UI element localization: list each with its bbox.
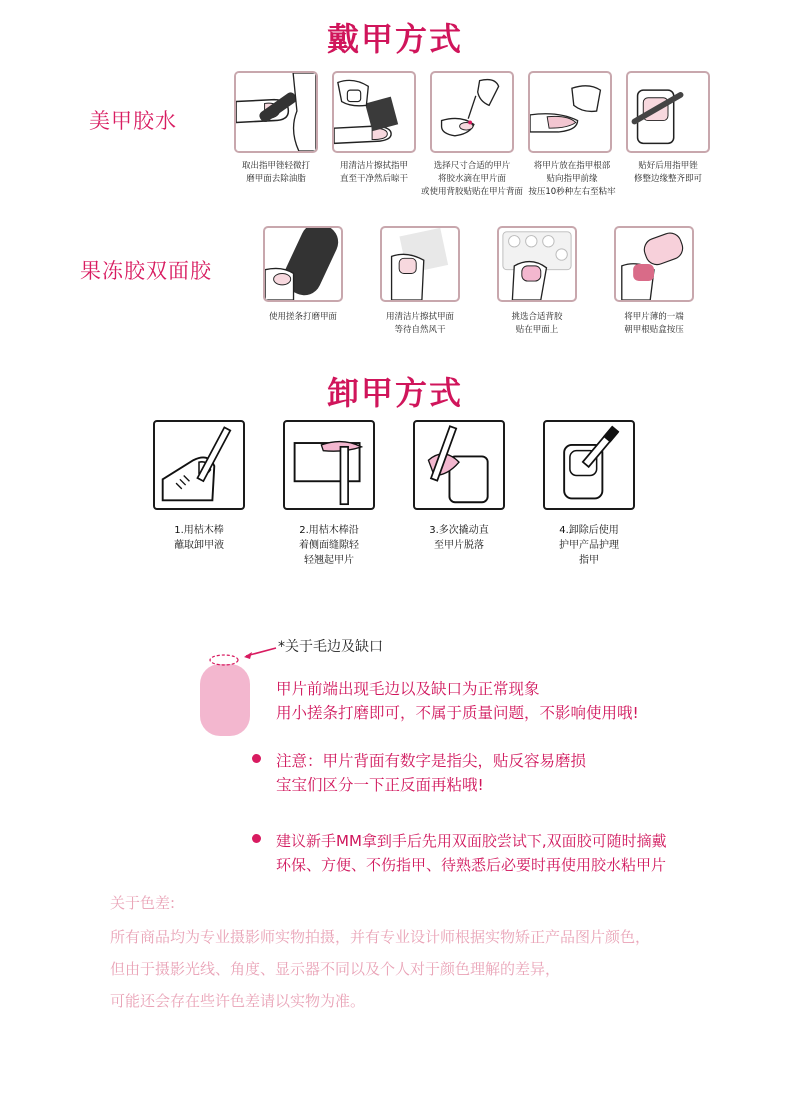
color-diff-heading: 关于色差:	[110, 894, 176, 912]
remove-step-3-image	[413, 420, 505, 510]
remove-title: 卸甲方式	[326, 374, 463, 412]
glue-step-3-image	[430, 71, 514, 153]
glue-step-4-image	[528, 71, 612, 153]
glue-step-5-image	[626, 71, 710, 153]
remove-step-3-caption: 3.多次撬动直 至甲片脱落	[429, 525, 489, 551]
remove-step-4-caption: 4.卸除后使用 护甲产品护理 指甲	[559, 525, 619, 566]
pink-nail-illustration	[198, 640, 288, 740]
remove-step-2-caption: 2.用桔木棒沿 着侧面缝隙轻 轻翘起甲片	[299, 525, 359, 566]
glue-step-1-caption: 取出指甲锉轻微打 磨甲面去除油脂	[241, 161, 310, 184]
color-diff-line-2: 但由于摄影光线、角度、显示器不同以及个人对于颜色理解的差异，	[110, 960, 561, 978]
wear-title: 戴甲方式	[326, 20, 463, 58]
jelly-step-2-image	[380, 226, 460, 302]
color-diff-line-3: 可能还会存在些许色差请以实物为准。	[110, 992, 366, 1010]
glue-step-4-caption: 将甲片放在指甲根部 贴向指甲前缘 按压10秒种左右至粘牢	[528, 161, 616, 197]
glue-step-2-image	[332, 71, 416, 153]
jelly-step-4-caption: 将甲片薄的一端 朝甲根贴盒按压	[624, 312, 684, 335]
burr-label: *关于毛边及缺口	[278, 639, 383, 655]
jelly-step-2-caption: 用清洁片擦拭甲面 等待自然风干	[385, 312, 454, 335]
burr-text: 甲片前端出现毛边以及缺口为正常现象 用小搓条打磨即可，不属于质量问题，不影响使用哦!	[276, 680, 639, 722]
jelly-step-3-caption: 挑选合适背胶 贴在甲面上	[511, 312, 563, 335]
jelly-step-4-image	[614, 226, 694, 302]
glue-step-3-caption: 选择尺寸合适的甲片 将胶水滴在甲片面 或使用背胶贴贴在甲片背面	[420, 161, 523, 197]
method-glue-label: 美甲胶水	[89, 109, 177, 133]
note-2-bullet	[252, 834, 261, 843]
remove-step-4-image	[543, 420, 635, 510]
remove-step-2-image	[283, 420, 375, 510]
method-jelly-label: 果冻胶双面胶	[80, 259, 212, 283]
jelly-step-3-image	[497, 226, 577, 302]
glue-step-1-image	[234, 71, 318, 153]
jelly-step-1-image	[263, 226, 343, 302]
remove-step-1-image	[153, 420, 245, 510]
glue-step-2-caption: 用清洁片擦拭指甲 直至干净然后晾干	[339, 161, 408, 184]
glue-step-5-caption: 贴好后用指甲锉 修整边缘整齐即可	[633, 161, 702, 184]
color-diff-line-1: 所有商品均为专业摄影师实物拍摄，并有专业设计师根据实物矫正产品图片颜色，	[110, 928, 651, 946]
remove-step-1-caption: 1.用桔木棒 蘸取卸甲液	[174, 525, 224, 551]
jelly-step-1-caption: 使用搓条打磨甲面	[268, 312, 337, 322]
note-1-bullet	[252, 754, 261, 763]
note-1-text: 注意：甲片背面有数字是指尖，贴反容易磨损 宝宝们区分一下正反面再粘哦!	[276, 752, 587, 794]
note-2-text: 建议新手MM拿到手后先用双面胶尝试下,双面胶可随时摘戴 环保、方便、不伤指甲、待熟悉后必要时再使用胶水粘甲片	[276, 832, 667, 874]
